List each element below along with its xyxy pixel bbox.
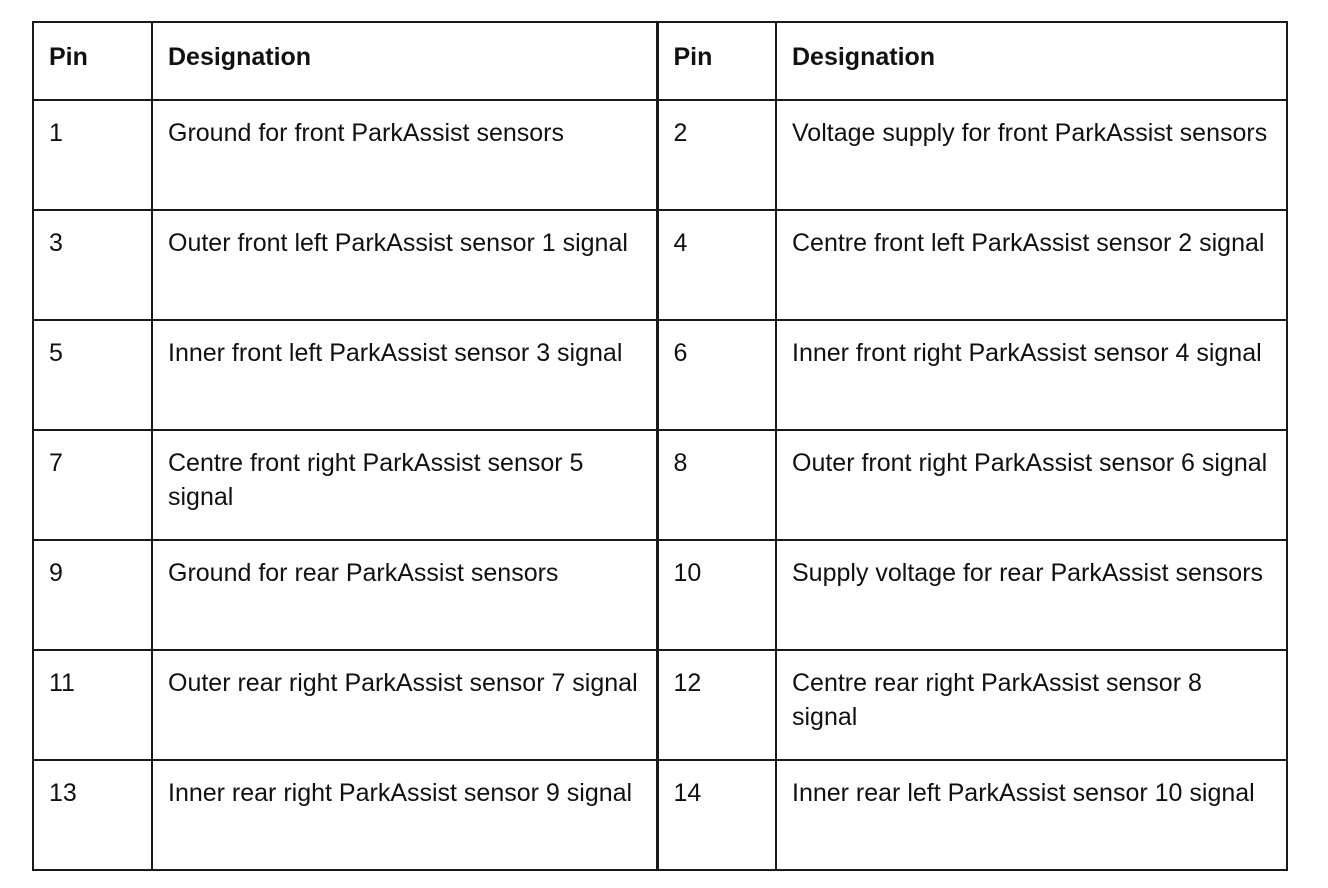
pin-cell: 11 [33, 650, 152, 760]
header-pin-left: Pin [33, 22, 152, 100]
table-row [33, 320, 1287, 430]
table-header-row [33, 22, 1287, 100]
pin-cell: 6 [657, 320, 776, 430]
designation-cell: Supply voltage for rear ParkAssist sensors [776, 540, 1287, 650]
header-pin-right: Pin [657, 22, 776, 100]
pin-cell: 9 [33, 540, 152, 650]
designation-cell: Centre front right ParkAssist sensor 5 signal [152, 430, 657, 540]
table-row [33, 760, 1287, 870]
pin-cell: 7 [33, 430, 152, 540]
designation-cell: Inner front left ParkAssist sensor 3 signal [152, 320, 657, 430]
table-row [33, 100, 1287, 210]
header-designation-right: Designation [776, 22, 1287, 100]
pin-cell: 1 [33, 100, 152, 210]
table-row [33, 210, 1287, 320]
pin-cell: 14 [657, 760, 776, 870]
designation-cell: Outer rear right ParkAssist sensor 7 signal [152, 650, 657, 760]
table-row [33, 650, 1287, 760]
table-row [33, 540, 1287, 650]
designation-cell: Outer front left ParkAssist sensor 1 signal [152, 210, 657, 320]
header-designation-left: Designation [152, 22, 657, 100]
pin-cell: 5 [33, 320, 152, 430]
designation-cell: Inner rear right ParkAssist sensor 9 signal [152, 760, 657, 870]
designation-cell: Outer front right ParkAssist sensor 6 signal [776, 430, 1287, 540]
pin-cell: 4 [657, 210, 776, 320]
pin-cell: 12 [657, 650, 776, 760]
designation-cell: Centre rear right ParkAssist sensor 8 signal [776, 650, 1287, 760]
pin-cell: 3 [33, 210, 152, 320]
pin-assignment-table [32, 21, 1288, 871]
pin-cell: 10 [657, 540, 776, 650]
designation-cell: Ground for front ParkAssist sensors [152, 100, 657, 210]
pin-cell: 8 [657, 430, 776, 540]
table-row [33, 430, 1287, 540]
designation-cell: Inner rear left ParkAssist sensor 10 signal [776, 760, 1287, 870]
designation-cell: Ground for rear ParkAssist sensors [152, 540, 657, 650]
designation-cell: Inner front right ParkAssist sensor 4 signal [776, 320, 1287, 430]
designation-cell: Centre front left ParkAssist sensor 2 signal [776, 210, 1287, 320]
pin-cell: 2 [657, 100, 776, 210]
pin-cell: 13 [33, 760, 152, 870]
designation-cell: Voltage supply for front ParkAssist sensors [776, 100, 1287, 210]
